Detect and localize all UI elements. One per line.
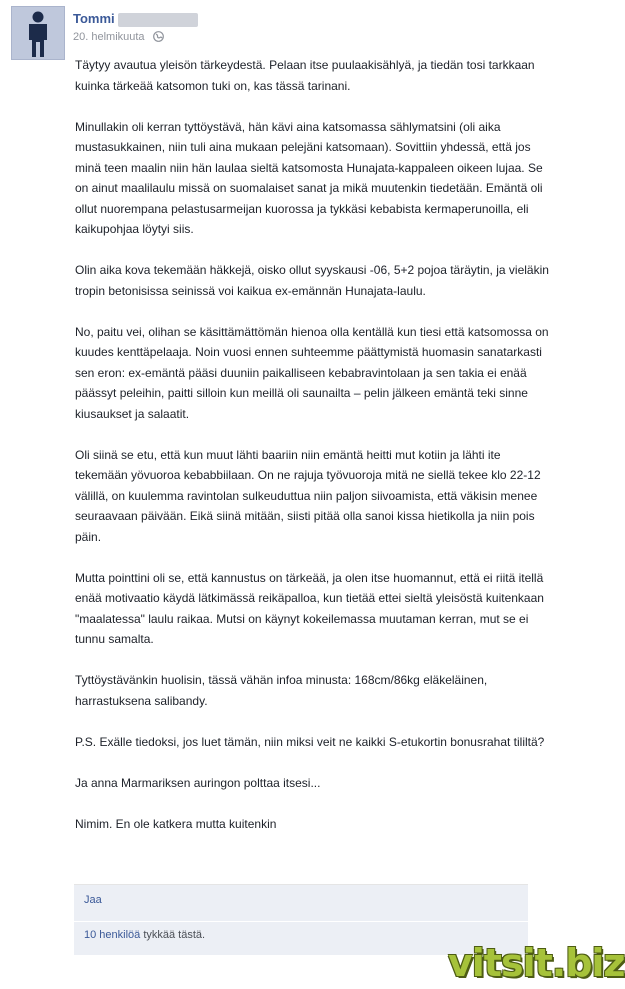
post-paragraph: Tyttöystävänkin huolisin, tässä vähän infoa minusta: 168cm/86kg eläkeläinen, harrastuksena salibandy. (75, 673, 488, 708)
post-paragraph: Nimim. En ole katkera mutta kuitenkin (75, 816, 277, 831)
post-paragraph: Ja anna Marmariksen auringon polttaa itsesi... (75, 775, 321, 790)
globe-icon[interactable] (153, 31, 164, 47)
person-silhouette-icon (12, 7, 64, 59)
avatar[interactable] (11, 6, 65, 60)
author-surname-redaction (118, 13, 198, 27)
post-paragraph: Täytyy avautua yleisön tärkeydestä. Pelaan itse puulaakisählyä, ja tiedän tosi tarkkaan kuinka tärkeää katsomon tuki on, kas tässä tarinani. (75, 58, 535, 93)
post-paragraph: Minullakin oli kerran tyttöystävä, hän kävi aina katsomassa sählymatsini (oli aika mustasukkainen, niin tuli aina mukaan pelejäni katsomaan). Sovittiin yhdessä, että jos minä teen maalin niin hän laulaa sieltä katsomosta Hunajata-kappaleen oikeen lujaa. Se on ainut maalilaulu missä on suomalaiset sanat ja mikä muutenkin tiedetään. Emäntä oli ollut nuorempana pelastusarmeijan kuorossa ja tykkäsi kebabista kermaperunoilla, eli kaikupohjaa löytyi siis. (75, 119, 543, 236)
watermark-logo: vitsit.biz (448, 941, 625, 985)
post-body (75, 55, 555, 855)
likes-suffix: tykkää tästä. (140, 929, 206, 941)
post-paragraph: Mutta pointtini oli se, että kannustus on tärkeää, ja olen itse huomannut, että ei riitä itellä enää motivaatio käydä lätkimässä reikäpalloa, kun tietää ettei sieltä yleisöstä kuitenkaan "maalatessa" laulu raikaa. Mutsi on käynyt kokeilemassa muutaman kerran, mut se ei tunnu samalta. (75, 570, 544, 646)
likes-count-link[interactable]: 10 henkilöä (84, 929, 141, 941)
post-paragraph: Oli siinä se etu, että kun muut lähti baariin niin emäntä heitti mut kotiin ja lähti ite tekemään yövuoroa kebabbiilaan. On ne rajuja työvuoroja mitä ne siellä tekee klo 22-12 välillä, on kuulemma ravintolan sulkeuduttua niin paljon siivoamista, että väkisin menee seuraavaan päivään. Eikä siinä mitään, siisti pitää olla sanoi kissa hietikolla ja niin pois päin. (75, 447, 541, 544)
share-link[interactable]: Jaa (84, 894, 102, 906)
post-paragraph: P.S. Exälle tiedoksi, jos luet tämän, niin miksi veit ne kaikki S-etukortin bonusrahat tililtä? (75, 734, 545, 749)
post-meta (73, 29, 164, 47)
author-row (73, 10, 198, 28)
post-paragraph: No, paitu vei, olihan se käsittämättömän hienoa olla kentällä kun tiesi että katsomossa on kuudes kenttäpelaaja. Noin vuosi ennen suhteemme päättymistä huomasin sanatarkasti sen eron: ex-emäntä pääsi duuniin paikalliseen kebabravintolaan ja sen takia ei enää päässyt peleihin, paitti silloin kun meillä oli saunailta – pelin jälkeen emäntä teki sinne kiusaukset ja salaatit. (75, 324, 549, 421)
post-paragraph: Olin aika kova tekemään häkkejä, oisko ollut syyskausi -06, 5+2 pojoa täräytin, ja vieläkin tropin betonisissa seinissä voi kaikua ex-emännän Hunajata-laulu. (75, 263, 549, 298)
author-name[interactable]: Tommi (73, 11, 115, 26)
share-row (74, 892, 528, 914)
post-date[interactable]: 20. helmikuuta (73, 31, 145, 43)
